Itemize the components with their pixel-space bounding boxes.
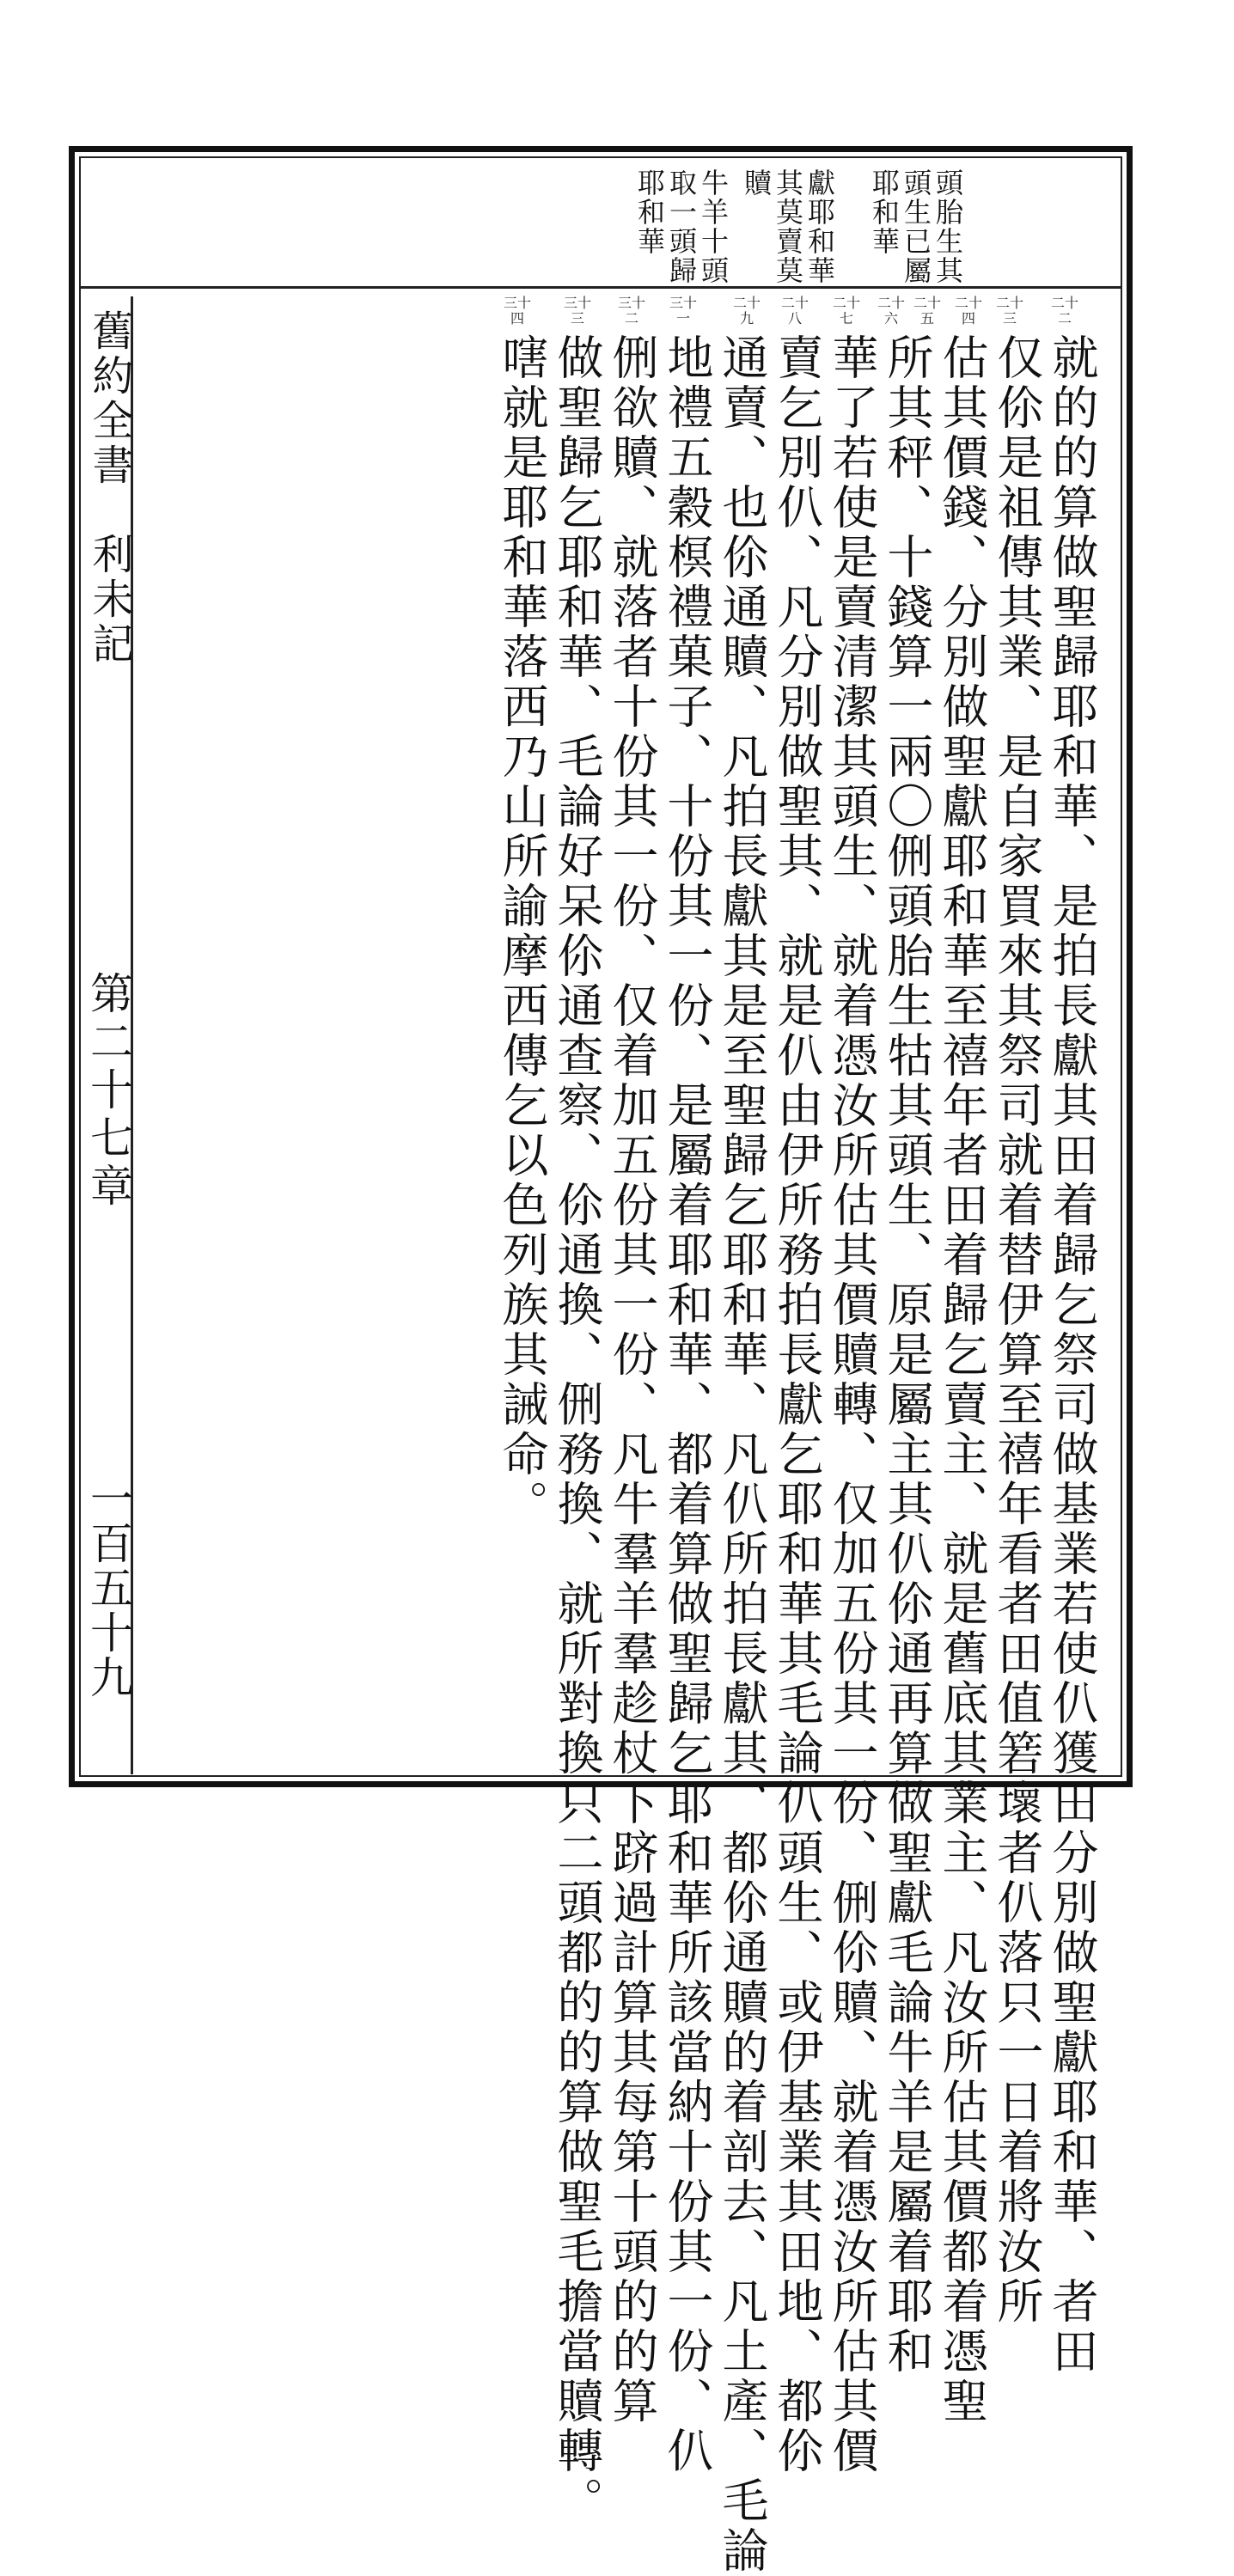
text-column: 侀欲贖、就落者十份其一份、仅着加五份其一份、凡牛羣羊羣趁杖下跻過計算其每第十頭的的算 xyxy=(605,333,659,2426)
header-note: 耶和華 xyxy=(868,168,901,256)
header-note: 其莫賣莫 xyxy=(772,168,804,285)
header-note: 耶和華 xyxy=(633,168,666,256)
verse-number: 二十九 xyxy=(732,295,761,327)
text-column: 仅伱是祖傳其業、是自家買來其祭司就着替伊算至禧年看者田值箬壞者仈落只一日着將汝所 xyxy=(990,333,1044,2327)
header-note: 頭胎生其 xyxy=(932,168,964,285)
verse-number: 二十六 xyxy=(877,295,905,327)
header-note: 牛羊十頭 xyxy=(697,168,730,285)
text-column: 做聖歸乞耶和華、毛論好呆伱通查察、伱通換、侀務換、就所對換只二頭都的的算做聖毛擔當贖轉。 xyxy=(550,333,604,2526)
header-note: 贖 xyxy=(740,168,773,198)
chapter-title: 第二十七章 xyxy=(83,971,133,1212)
text-column: 就的的算做聖歸耶和華、是拍長獻其田着歸乞祭司做基業若使仈獲田分別做聖獻耶和華、者田 xyxy=(1045,333,1099,2377)
verse-number: 二十五 xyxy=(913,295,941,327)
header-note: 獻耶和華 xyxy=(803,168,836,285)
text-column: 通賣、也伱通贖、凡拍長獻其是至聖歸乞耶和華、凡仈所拍長獻其、都伱通贖的着剖去、凡土產、毛論 xyxy=(715,333,769,2576)
text-column: 賣乞別仈、凡分別做聖其、就是仈由伊所務拍長獻乞耶和華其毛論仈頭生、或伊基業其田地、都伱 xyxy=(770,333,824,2476)
verse-number: 二十七 xyxy=(832,295,860,327)
verse-number: 三十四 xyxy=(503,295,531,327)
verse-number: 二十八 xyxy=(780,295,809,327)
text-column: 所其秤、十錢算一兩〇侀頭胎生牯其頭生、原是屬主其仈伱通再算做聖獻毛論牛羊是屬着耶和 xyxy=(880,333,934,2377)
verse-number: 三十一 xyxy=(669,295,697,327)
verse-number: 三十三 xyxy=(563,295,591,327)
text-column: 估其價錢、分別做聖獻耶和華至禧年者田着歸乞賣主、就是舊底其業主、凡汝所估其價都着憑聖 xyxy=(935,333,989,2426)
page-number: 一百五十九 xyxy=(83,1476,133,1700)
verse-number: 二十三 xyxy=(995,295,1023,327)
book-title: 舊約全書 利未記 xyxy=(85,309,133,667)
header-divider xyxy=(81,286,1121,289)
text-column: 嗐就是耶和華落西乃山所諭摩西傳乞以色列族其誡命。 xyxy=(495,333,549,1529)
header-note: 取一頭歸 xyxy=(665,168,698,285)
text-column: 地禮五穀榠禮菓子、十份其一份、是屬着耶和華、都着算做聖歸乞耶和華所該當納十份其一份、仈 xyxy=(660,333,714,2476)
text-column: 華了若使是賣清潔其頭生、就着憑汝所估其價贖轉、仅加五份其一份、侀伱贖、就着憑汝所估其價 xyxy=(825,333,879,2476)
verse-number: 二十二 xyxy=(1050,295,1078,327)
verse-number: 二十四 xyxy=(954,295,982,327)
verse-number: 三十二 xyxy=(617,295,645,327)
header-note: 頭生已屬 xyxy=(900,168,932,285)
